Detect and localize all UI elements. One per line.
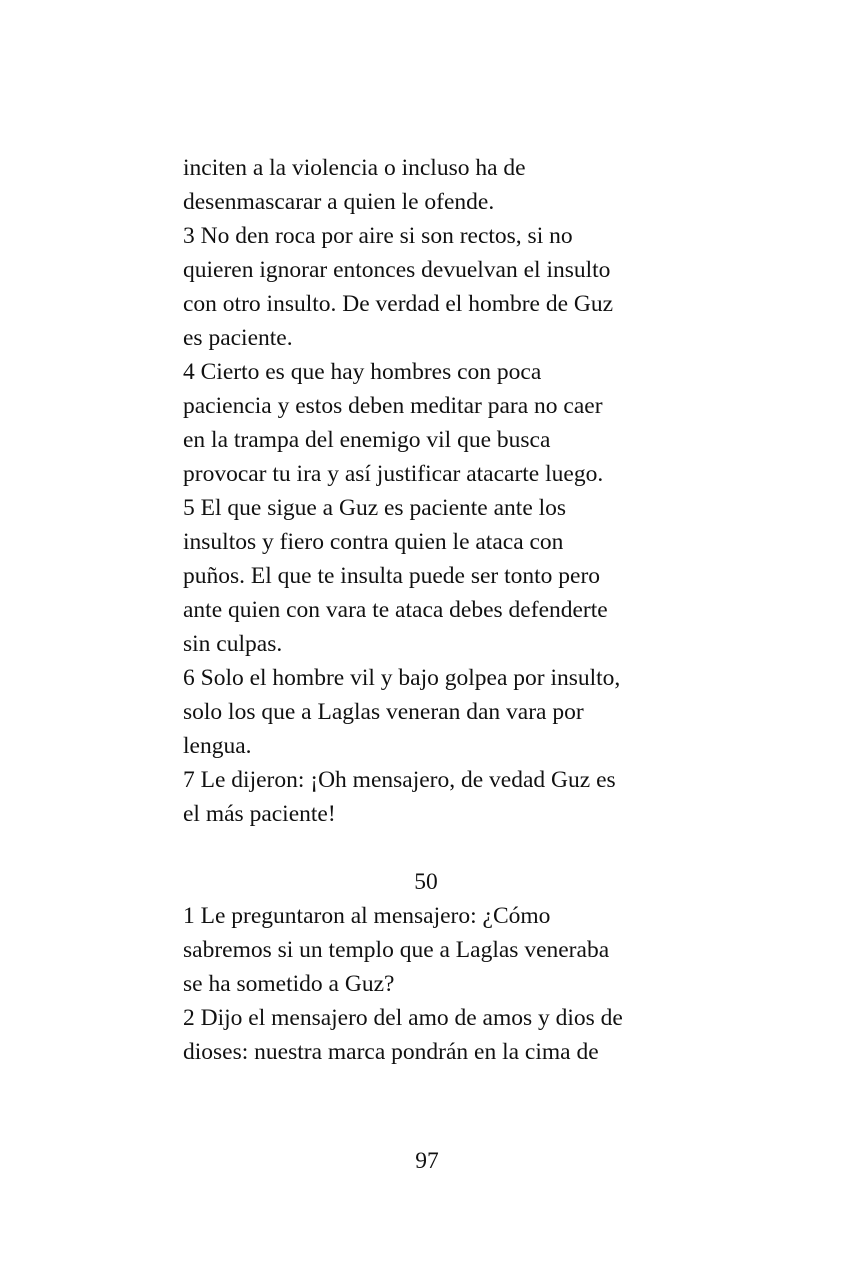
body-text — [183, 151, 683, 1069]
text-line: quieren ignorar entonces devuelvan el insulto — [183, 257, 611, 283]
text-line: 6 Solo el hombre vil y bajo golpea por insulto, — [183, 665, 621, 691]
text-line: 7 Le dijeron: ¡Oh mensajero, de vedad Guz es — [183, 767, 616, 793]
blank-line — [183, 831, 683, 865]
text-line: 2 Dijo el mensajero del amo de amos y dios de — [183, 1005, 623, 1031]
text-line: insultos y fiero contra quien le ataca con — [183, 529, 564, 555]
text-line: 5 El que sigue a Guz es paciente ante los — [183, 495, 567, 521]
text-line: desenmascarar a quien le ofende. — [183, 189, 495, 215]
text-line: 1 Le preguntaron al mensajero: ¿Cómo — [183, 903, 551, 929]
text-line: lengua. — [183, 733, 252, 759]
text-line: sin culpas. — [183, 631, 283, 657]
text-line: con otro insulto. De verdad el hombre de Guz — [183, 291, 614, 317]
text-line: el más paciente! — [183, 801, 336, 827]
text-line: es paciente. — [183, 325, 293, 351]
chapter-number: 50 — [414, 869, 438, 895]
text-line: sabremos si un templo que a Laglas veneraba — [183, 937, 610, 963]
text-line: ante quien con vara te ataca debes defenderte — [183, 597, 608, 623]
text-line: 3 No den roca por aire si son rectos, si no — [183, 223, 573, 249]
text-line: puños. El que te insulta puede ser tonto pero — [183, 563, 601, 589]
text-line: en la trampa del enemigo vil que busca — [183, 427, 551, 453]
text-line: 4 Cierto es que hay hombres con poca — [183, 359, 542, 385]
text-line: dioses: nuestra marca pondrán en la cima de — [183, 1039, 599, 1065]
page-number: 97 — [415, 1148, 439, 1174]
text-line: paciencia y estos deben meditar para no caer — [183, 393, 603, 419]
text-line: se ha sometido a Guz? — [183, 971, 395, 997]
text-line: inciten a la violencia o incluso ha de — [183, 155, 526, 181]
text-line: provocar tu ira y así justificar atacarte luego. — [183, 461, 604, 487]
text-line: solo los que a Laglas veneran dan vara por — [183, 699, 584, 725]
